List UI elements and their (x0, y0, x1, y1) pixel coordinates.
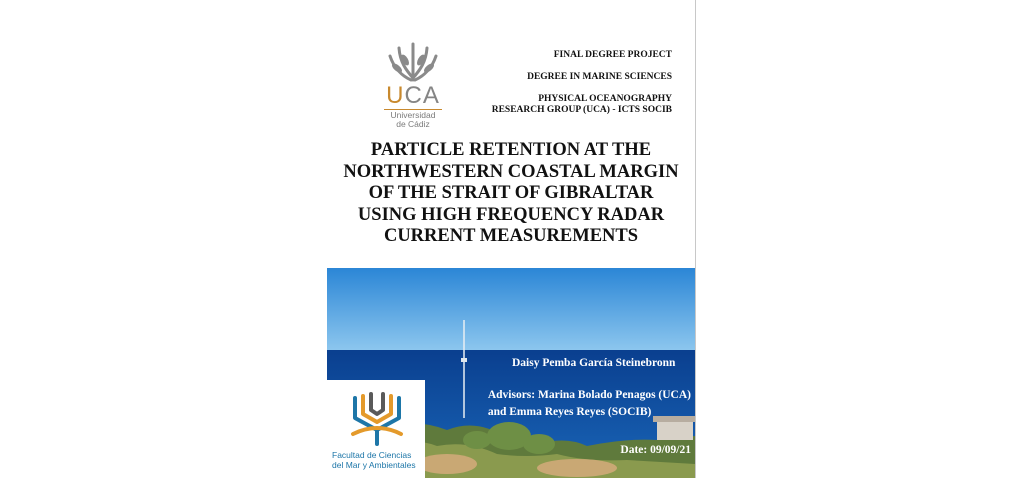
project-header (492, 50, 672, 116)
title-line: USING HIGH FREQUENCY RADAR (357, 204, 665, 225)
advisors-line2: and Emma Reyes Reyes (SOCIB) (487, 406, 652, 418)
title-line: CURRENT MEASUREMENTS (383, 226, 639, 246)
advisors-line1: Advisors: Marina Bolado Penagos (UCA) (487, 389, 691, 401)
faculty-logo (327, 380, 425, 478)
author-name: Daisy Pemba García Steinebronn (512, 357, 676, 369)
uca-sub-line2: de Cádiz (396, 119, 430, 129)
university-logo (373, 40, 453, 132)
submission-date: Date: 09/09/21 (620, 444, 691, 456)
uca-wordmark: UCA (386, 82, 440, 109)
uca-emblem-icon (386, 40, 440, 84)
advisors (488, 387, 691, 421)
faculty-name (332, 450, 416, 470)
header-line-project: FINAL DEGREE PROJECT (553, 50, 672, 60)
title-line: PARTICLE RETENTION AT THE (370, 140, 652, 160)
faculty-emblem-icon (347, 392, 407, 448)
faculty-name-line1: Facultad de Ciencias (332, 450, 412, 460)
title-line: OF THE STRAIT OF GIBRALTAR (368, 183, 654, 203)
document-page (327, 0, 695, 478)
header-line-degree: DEGREE IN MARINE SCIENCES (527, 72, 672, 82)
uca-sub-line1: Universidad (390, 110, 436, 120)
header-line-research: RESEARCH GROUP (UCA) - ICTS SOCIB (491, 105, 672, 115)
document-title (327, 140, 695, 248)
title-line: NORTHWESTERN COASTAL MARGIN (343, 161, 679, 182)
page-edge (695, 0, 696, 478)
faculty-name-line2: del Mar y Ambientales (332, 460, 416, 470)
header-line-group: PHYSICAL OCEANOGRAPHY (538, 94, 672, 104)
